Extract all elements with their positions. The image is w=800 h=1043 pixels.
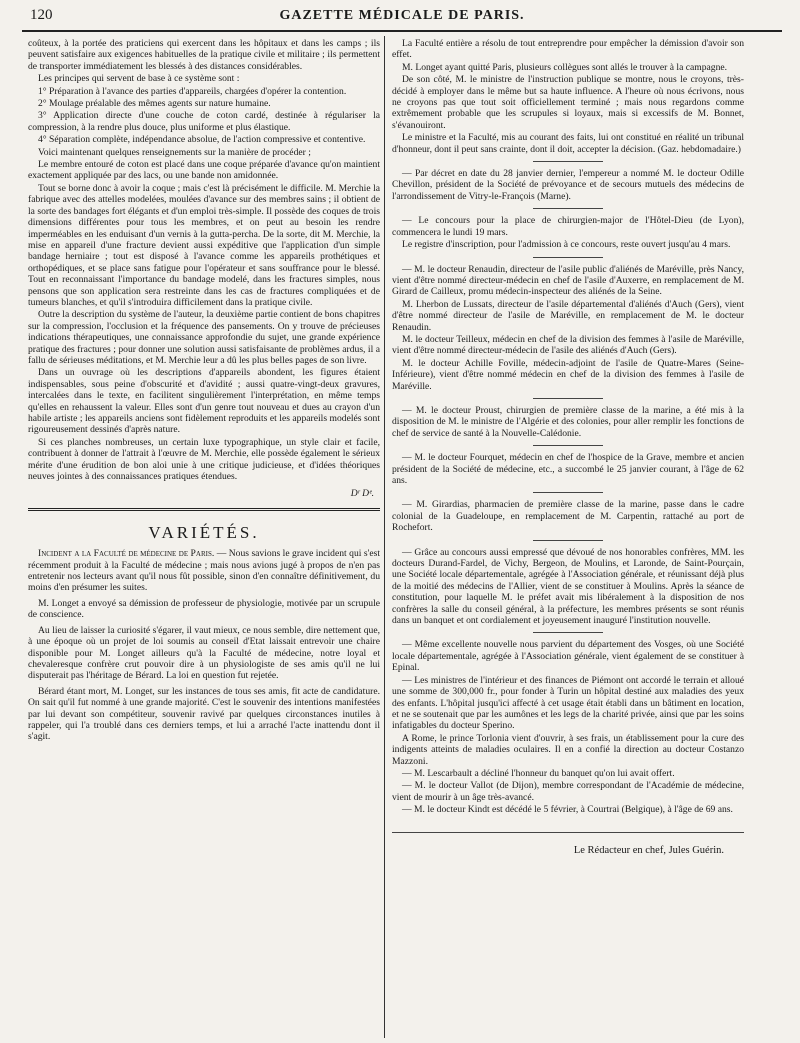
paragraph: Si ces planches nombreuses, un certain luxe typographique, un style clair et facile, contribuent à donner de l'attrait à l'œuvre de M. Merchie, elle possède également le sérieux mérite d'une érudition de bon aloi unie à une critique judicieuse, et d'idées théoriques neuves jointes à des connaissances pratiques étendues. <box>28 436 380 483</box>
paragraph: Bérard étant mort, M. Longet, sur les instances de tous ses amis, fit acte de candidature. On sait qu'il fut nommé à une grande majorité. C'est le souvenir des intentions manifestées par lui devant son compétiteur, souvenir ravivé par quelques circonstances inutiles à rappeler, qui l'a troublé dans ces derniers temps, et lui a arraché l'acte inattendu dont il s'agit. <box>28 685 380 743</box>
paragraph: coûteux, à la portée des praticiens qui exercent dans les hôpitaux et dans les camps ; ils peuvent satisfaire aux exigences habituelles de la pratique civile et militaire ; ils permettent de transporter immédiatement les blessés à des distances considérables. <box>28 38 380 72</box>
news-item: — M. le docteur Vallot (de Dijon), membre correspondant de l'Académie de médecine, vient de mourir à un âge très-avancé. <box>392 780 744 803</box>
paragraph: Voici maintenant quelques renseignements sur la manière de procéder ; <box>38 146 311 158</box>
page-header <box>22 4 782 32</box>
item-separator <box>533 632 603 633</box>
paragraph: Dans un ouvrage où les descriptions d'appareils abondent, les figures étaient indispensables, sous peine d'obscurité et d'avidité ; aussi quatre-vingt-deux gravures, intercalées dans le texte, en facilitent singulièrement l'interprétation, en même temps qu'elles en rehaussent la valeur. Elles sont d'un genre tout nouveau et dues au crayon d'un habile artiste ; les appareils anciens sont fidèlement reproduits et les appareils modelés sont rigoureusement dessinés d'après nature. <box>28 367 380 436</box>
news-item: — M. le docteur Renaudin, directeur de l'asile public d'aliénés de Maréville, près Nancy, vient d'être nommé directeur-médecin en chef de l'asile d'Auxerre, en remplacement de M. Girard de Cailleux, promu médecin-inspecteur des aliénés de la Seine. <box>392 263 744 298</box>
item-separator <box>533 208 603 209</box>
page-number: 120 <box>30 7 53 23</box>
news-item: Le registre d'inscription, pour l'admission à ce concours, reste ouvert jusqu'au 4 mars. <box>402 239 731 251</box>
paragraph: Tout se borne donc à avoir la coque ; mais c'est là précisément le difficile. M. Merchie la fabrique avec des attelles modelées, moulées d'avance sur des membres sains ; il obtient de la sorte des bandages fort élégants et d'un emploi très-simple. Il possède des coques de trois dimensions différentes pour tous les membres, et on peut au besoin les rendre imperméables en les enduisant d'un vernis à la gutta-percha. De la sorte, dit M. Merchie, la mise en appareil d'une fracture devient aussi expéditive que l'application d'un simple bandage herniaire ; tout est disposé à l'avance comme les appareils prothétiques et orthopédiques, et se place sans fatigue pour l'opérateur et sans souffrance pour le blessé. Tout en reconnaissant l'importance du bandage modelé, dans les fractures simples, nous pensons que son application sera restreinte dans les cas de fractures compliquées et de tumeurs blanches, et qu'il s'introduira difficilement dans la pratique civile. <box>28 182 380 308</box>
paragraph: Le ministre et la Faculté, mis au courant des faits, lui ont constitué en réalité un tribunal d'honneur, dont il peut sans crainte, dont il doit, accepter la décision. (Gaz. hebdomadaire.) <box>392 132 744 155</box>
paragraph: Le membre entouré de coton est placé dans une coque préparée d'avance qu'on maintient exactement appliquée par des lacs, ou une bande non amidonnée. <box>28 159 380 182</box>
news-item: — Les ministres de l'intérieur et des finances de Piémont ont accordé le terrain et alloué une somme de 300,000 fr., pour fonder à Turin un hôpital destiné aux maladies des yeux des enfants. L'hôpital jusqu'ici affecté à cet usage était établi dans un bâtiment en location, et ne se soutenait que par les aumônes et les legs de la charité privée, ainsi que par les soins infatigables du docteur Sperino. <box>392 674 744 732</box>
news-item: — Même excellente nouvelle nous parvient du département des Vosges, où une Société locale départementale, agrégée à l'Association générale, vient également de se constituer à Epinal. <box>392 639 744 674</box>
paragraph: De son côté, M. le ministre de l'instruction publique se montre, nous le croyons, très-décidé à employer dans le même but sa haute influence. A l'heure où nous écrivons, nous ne croyons pas que tout soit officiellement terminé ; mais nous regardons comme extrêmement probable que les scrupules si loyaux, mais si excessifs de M. Bonnet, s'évanouiront. <box>392 74 744 131</box>
incident-heading: Incident a la Faculté de médecine de Paris. <box>38 548 215 560</box>
item-separator <box>533 161 603 162</box>
paragraph: Outre la description du système de l'auteur, la deuxième partie contient de bons chapitres sur la compression, l'occlusion et la fréquence des pansements. On y trouve de précieuses indications thérapeutiques, une connaissance approfondie du sujet, une grande expérience pratique des fractures ; pour donner une solution aussi satisfaisante de problèmes ardus, il a fallu de sérieuses méditations, et M. Merchie leur a dû les plus belles pages de son livre. <box>28 309 380 366</box>
item-separator <box>533 398 603 399</box>
paragraph: La Faculté entière a résolu de tout entreprendre pour empêcher la démission d'avoir son effet. <box>392 38 744 61</box>
item-separator <box>533 257 603 258</box>
paragraph: 3° Application directe d'une couche de coton cardé, destinée à régulariser la compression, à la rendre plus douce, plus uniforme et plus élastique. <box>28 110 380 133</box>
section-title: VARIÉTÉS. <box>148 522 260 542</box>
paragraph: M. Longet a envoyé sa démission de professeur de physiologie, motivée par un scrupule de conscience. <box>28 597 380 621</box>
news-item: — M. Lescarbault a décliné l'honneur du banquet qu'on lui avait offert. <box>402 767 675 779</box>
section-divider <box>28 508 380 511</box>
paragraph: 2° Moulage préalable des mêmes agents sur nature humaine. <box>38 98 271 110</box>
item-separator <box>533 445 603 446</box>
news-item: — Le concours pour la place de chirurgien-major de l'Hôtel-Dieu (de Lyon), commencera le lundi 19 mars. <box>392 215 744 238</box>
news-item: — M. le docteur Kindt est décédé le 5 février, à Courtrai (Belgique), à l'âge de 69 ans. <box>402 804 733 816</box>
news-item: — M. le docteur Fourquet, médecin en chef de l'hospice de la Grave, membre et ancien président de la Société de médecine, etc., a succombé le 25 janvier courant, à l'âge de 62 ans. <box>392 452 744 486</box>
left-column <box>28 38 380 1038</box>
news-item: M. le docteur Teilleux, médecin en chef de la division des femmes à l'asile de Maréville, vient d'être nommé directeur-médecin de l'asile des aliénés d'Auch (Gers). <box>392 333 744 357</box>
incident-text: — Nous savions le grave incident qui s'est récemment produit à la Faculté de médecine ; mais nous avions jugé à propos de n'en pas entretenir nos lecteurs avant qu'il nous fût possible, sinon d'en connaître définitivement, du moins d'en présumer les suites. <box>28 548 380 594</box>
item-separator <box>533 492 603 493</box>
news-item: A Rome, le prince Torlonia vient d'ouvrir, à ses frais, un établissement pour la cure des indigents atteints de maladies oculaires. Il en a confié la direction au docteur Costanzo Mazzoni. <box>392 732 744 767</box>
news-item: — Par décret en date du 28 janvier dernier, l'empereur a nommé M. le docteur Odille Chevillon, président de la Société de prévoyance et de secours mutuels des médecins de l'arrondissement de Vitry-le-François (Marne). <box>392 168 744 202</box>
review-signature: Dʳ Dᵉ. <box>350 488 374 500</box>
news-item: — M. Girardias, pharmacien de première classe de la marine, passe dans le cadre colonial de la Guadeloupe, en remplacement de M. Carpentin, rattaché au port de Rochefort. <box>392 499 744 534</box>
paragraph: 1° Préparation à l'avance des parties d'appareils, chargées d'opérer la contention. <box>38 85 347 97</box>
news-item: M. le docteur Achille Foville, médecin-adjoint de l'asile de Quatre-Mares (Seine-Inférieure), vient d'être nommé médecin en chef de la division des femmes à l'asile de Maréville. <box>392 357 744 392</box>
paragraph: Au lieu de laisser la curiosité s'égarer, il vaut mieux, ce nous semble, dire nettement que, à une époque où un projet de loi soumis au conseil d'Etat laissait entrevoir une chaire disponible pour M. Longet ailleurs qu'à la Faculté de médecine, notre loyal et chevaleresque confrère crut pouvoir dire à un physiologiste de ses amis qu'il ne lui disputerait pas l'héritage de Bérard. La loi en question fut rejetée. <box>28 624 380 682</box>
news-item: — Grâce au concours aussi empressé que dévoué de nos honorables confrères, MM. les docteurs Durand-Fardel, de Vichy, Bergeon, de Moulins, et Laronde, de Saint-Pourçain, une Société locale départementale, agrégée à l'Association générale, et réunissant déjà plus de la moitié des médecins de l'Allier, vient de se constituer à Moulins. Après la séance de constitution, pour laquelle M. le préfet avait mis libéralement à la disposition de nos confrères la salle du conseil général, à la préfecture, les membres présents se sont réunis dans un banquet et ont cordialement et joyeusement inauguré l'institution nouvelle. <box>392 546 744 627</box>
news-item: — M. le docteur Proust, chirurgien de première classe de la marine, a été mis à la disposition de M. le ministre de l'Algérie et des colonies, pour aller remplir les fonctions de chef de service de santé à la Nouvelle-Calédonie. <box>392 404 744 439</box>
column-divider <box>384 36 385 1038</box>
right-column <box>392 38 744 1038</box>
paragraph: Les principes qui servent de base à ce système sont : <box>38 73 240 85</box>
editor-in-chief: Le Rédacteur en chef, Jules Guérin. <box>392 832 744 856</box>
paragraph: M. Longet ayant quitté Paris, plusieurs collègues sont allés le trouver à la campagne. <box>402 61 728 73</box>
news-item: M. Lherbon de Lussats, directeur de l'asile départemental d'aliénés d'Auch (Gers), vient d'être nommé directeur de l'asile de Maréville, en remplacement de M. le docteur Renaudin. <box>392 298 744 333</box>
running-title: GAZETTE MÉDICALE DE PARIS. <box>279 8 525 23</box>
item-separator <box>533 540 603 541</box>
paragraph: 4° Séparation complète, indépendance absolue, de l'action compressive et contentive. <box>38 134 366 146</box>
